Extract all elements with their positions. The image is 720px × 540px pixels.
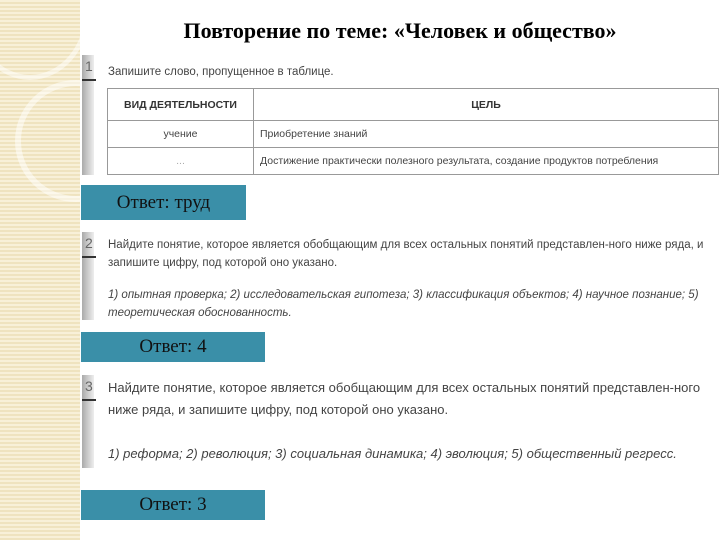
task-options: 1) опытная проверка; 2) исследовательская гипотеза; 3) классификация объектов; 4) научное познание; 5) теоретическая обоснованность. xyxy=(108,289,699,319)
task-number: 2 xyxy=(85,235,93,251)
slide-title: Повторение по теме: «Человек и общество» xyxy=(183,18,617,43)
task-prompt: Найдите понятие, которое является обобщающим для всех остальных понятий представлен-ного ниже ряда, и запишите цифру, под которой оно указано. xyxy=(108,239,704,269)
decorative-stripe xyxy=(0,0,80,540)
task-options: 1) реформа; 2) революция; 3) социальная динамика; 4) эволюция; 5) общественный регресс. xyxy=(108,446,677,461)
activity-table xyxy=(107,88,719,175)
task-number: 1 xyxy=(85,58,93,74)
answer-3: Ответ: 3 xyxy=(81,490,265,520)
answer-2: Ответ: 4 xyxy=(81,332,265,362)
answer-1: Ответ: труд xyxy=(81,185,246,220)
task-number: 3 xyxy=(85,378,93,394)
task-prompt: Найдите понятие, которое является обобщающим для всех остальных понятий представлен-ного ниже ряда, и запишите цифру, под которой оно указано. xyxy=(108,380,701,417)
table-header: ЦЕЛЬ xyxy=(254,89,719,121)
table-row: учение Приобретение знаний xyxy=(108,121,719,148)
task-2 xyxy=(82,232,720,320)
table-row: ... Достижение практически полезного результата, создание продуктов потребления xyxy=(108,148,719,175)
task-1 xyxy=(82,55,720,175)
table-header: ВИД ДЕЯТЕЛЬНОСТИ xyxy=(108,89,254,121)
task-prompt: Запишите слово, пропущенное в таблице. xyxy=(108,66,334,78)
task-3 xyxy=(82,375,720,468)
